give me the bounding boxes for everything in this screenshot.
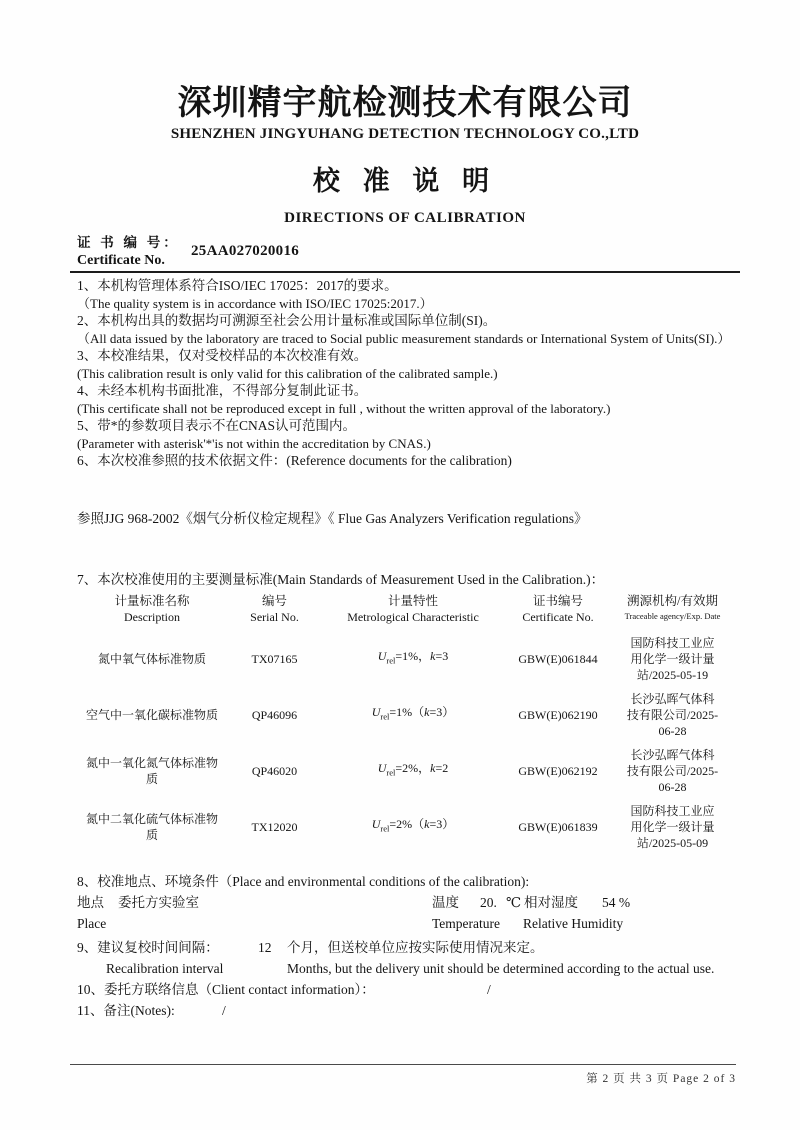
table-row	[77, 799, 733, 855]
coverage-factor-value: =2	[435, 761, 449, 776]
uncertainty-symbol: U	[377, 761, 387, 776]
metrological-cell	[322, 743, 504, 799]
note-5-cn: 5、带*的参数项目表示不在CNAS认可范围内。	[77, 418, 357, 434]
metrological-value	[377, 761, 449, 778]
column-header-description	[77, 593, 227, 631]
column-header-certificate-en: Certificate No.	[522, 609, 594, 624]
uncertainty-mid: =2%（	[389, 817, 425, 832]
note-5-en: (Parameter with asterisk'*'is not within the accreditation by CNAS.)	[77, 435, 431, 451]
table-row	[77, 631, 733, 687]
temperature-unit: ℃	[506, 894, 522, 910]
note-item	[77, 452, 733, 470]
document-title-cn: 校 准 说 明	[312, 166, 498, 197]
humidity-label-en: Relative Humidity	[523, 915, 624, 931]
temperature-label-cn: 温度	[432, 894, 459, 910]
note-item	[77, 277, 733, 312]
uncertainty-symbol: U	[377, 649, 387, 664]
certificate-number-row	[77, 234, 733, 269]
note-item	[77, 417, 733, 452]
recalibration-label-cn: 9、建议复校时间间隔：	[77, 939, 219, 955]
note-1-cn: 1、本机构管理体系符合ISO/IEC 17025：2017的要求。	[77, 278, 398, 294]
coverage-factor-value: =3	[435, 649, 449, 664]
column-header-certificate-cn: 证书编号	[532, 593, 583, 608]
note-item	[77, 312, 733, 347]
standard-name-cell	[77, 687, 227, 743]
certificate-number-label-cn: 证 书 编 号：	[77, 235, 180, 251]
standard-name-cell	[77, 743, 227, 799]
recalibration-row-en	[77, 958, 733, 979]
metrological-value	[377, 649, 449, 666]
serial-cell: TX07165	[251, 651, 298, 666]
client-contact-value: /	[487, 981, 491, 997]
remarks-row	[77, 1000, 733, 1021]
client-contact-row	[77, 979, 733, 1000]
standards-section-heading: 7、本次校准使用的主要测量标准(Main Standards of Measurement Used in the Calibration.)：	[77, 571, 605, 587]
coverage-factor-symbol: k	[430, 649, 436, 664]
header-divider-rule	[70, 271, 740, 273]
note-6-cn: 6、本次校准参照的技术依据文件：(Reference documents for the calibration)	[77, 453, 512, 469]
agency-value: 国防科技工业应用化学一级计量站/2025-05-09	[630, 803, 715, 850]
column-header-agency	[612, 593, 733, 631]
certificate-cell: GBW(E)062190	[518, 707, 598, 722]
column-header-characteristic-cn: 计量特性	[387, 593, 438, 608]
note-3-en: (This calibration result is only valid for this calibration of the calibrated sample.)	[77, 365, 498, 381]
coverage-factor-symbol: k	[430, 761, 436, 776]
temperature-label-en: Temperature	[432, 915, 501, 931]
certificate-number-label-en: Certificate No.	[77, 253, 165, 269]
uncertainty-mid: =1%，	[395, 649, 431, 664]
standard-name: 氮中氧气体标准物质	[97, 651, 206, 666]
standard-name: 氮中一氧化氮气体标准物质	[85, 755, 218, 786]
standard-name: 氮中二氧化硫气体标准物质	[85, 811, 218, 842]
certificate-number-labels	[77, 234, 189, 269]
company-name-en: SHENZHEN JINGYUHANG DETECTION TECHNOLOGY CO.,LTD	[170, 126, 640, 143]
humidity-label-cn: 相对湿度	[524, 894, 578, 910]
certificate-cell: GBW(E)062192	[518, 763, 598, 778]
metrological-value	[371, 705, 455, 722]
coverage-factor-symbol: k	[424, 817, 430, 832]
certificate-cell: GBW(E)061844	[518, 651, 598, 666]
table-row	[77, 743, 733, 799]
column-header-certificate	[504, 593, 612, 631]
agency-cell	[612, 631, 733, 687]
agency-cell	[612, 743, 733, 799]
column-header-description-cn: 计量标准名称	[114, 593, 190, 608]
column-header-serial	[227, 593, 322, 631]
recalibration-tail-cn: 个月，但送校单位应按实际使用情况来定。	[287, 939, 544, 955]
certificate-cell: GBW(E)061839	[518, 819, 598, 834]
certificate-number-value: 25AA027020016	[191, 243, 300, 260]
place-value: 委托方实验室	[118, 894, 199, 910]
standard-name-cell	[77, 631, 227, 687]
column-header-serial-en: Serial No.	[250, 609, 299, 624]
environment-labels-row	[77, 913, 733, 934]
agency-value: 长沙弘晖气体科技有限公司/2025-06-28	[626, 747, 719, 794]
temperature-value: 20.	[480, 894, 497, 910]
note-item	[77, 382, 733, 417]
measurement-standards-table	[77, 593, 733, 855]
metrological-cell	[322, 631, 504, 687]
coverage-factor-symbol: k	[424, 705, 430, 720]
place-group	[77, 892, 432, 913]
general-notes-list	[77, 277, 733, 470]
recalibration-row-cn	[77, 937, 733, 958]
column-header-agency-cn: 溯源机构/有效期	[627, 593, 718, 608]
agency-value: 长沙弘晖气体科技有限公司/2025-06-28	[626, 691, 719, 738]
recalibration-label-en: Recalibration interval	[106, 960, 224, 976]
uncertainty-subscript: rel	[380, 711, 390, 722]
environment-values-row	[77, 892, 733, 913]
table-header-row	[77, 593, 733, 631]
note-2-cn: 2、本机构出具的数据均可溯源至社会公用计量标准或国际单位制(SI)。	[77, 313, 497, 329]
column-header-characteristic	[322, 593, 504, 631]
column-header-agency-en: Traceable agency/Exp. Date	[624, 610, 721, 621]
uncertainty-subscript: rel	[386, 767, 396, 778]
uncertainty-symbol: U	[371, 705, 381, 720]
humidity-value: 54 %	[602, 894, 631, 910]
column-header-characteristic-en: Metrological Characteristic	[347, 609, 479, 624]
column-header-description-en: Description	[124, 609, 180, 624]
serial-cell: QP46020	[251, 763, 298, 778]
uncertainty-mid: =2%，	[395, 761, 431, 776]
recalibration-interval-value: 12	[258, 939, 272, 955]
place-label-en: Place	[77, 915, 107, 931]
serial-cell: QP46096	[251, 707, 298, 722]
coverage-factor-value: =3）	[429, 817, 455, 832]
remarks-value: /	[222, 1002, 226, 1018]
metrological-value	[371, 817, 455, 834]
metrological-cell	[322, 799, 504, 855]
client-contact-label: 10、委托方联络信息（Client contact information）：	[77, 981, 375, 997]
note-3-cn: 3、本校准结果，仅对受校样品的本次校准有效。	[77, 348, 368, 364]
page-number-text: 第 2 页 共 3 页 Page 2 of 3	[586, 1073, 736, 1085]
coverage-factor-value: =3）	[429, 705, 455, 720]
metrological-cell	[322, 687, 504, 743]
footer-divider-rule	[70, 1064, 736, 1065]
serial-cell: TX12020	[251, 819, 298, 834]
agency-value: 国防科技工业应用化学一级计量站/2025-05-19	[630, 635, 715, 682]
uncertainty-mid: =1%（	[389, 705, 425, 720]
uncertainty-subscript: rel	[386, 655, 396, 666]
note-item	[77, 347, 733, 382]
column-header-serial-cn: 编号	[261, 593, 287, 608]
recalibration-indent	[77, 958, 106, 979]
table-row	[77, 687, 733, 743]
agency-cell	[612, 799, 733, 855]
note-1-en: （The quality system is in accordance with ISO/IEC 17025:2017.）	[77, 295, 433, 311]
recalibration-tail-en: Months, but the delivery unit should be determined according to the actual use.	[287, 960, 715, 976]
agency-cell	[612, 687, 733, 743]
environment-section-heading: 8、校准地点、环境条件（Place and environmental conditions of the calibration):	[77, 873, 530, 889]
document-title-en: DIRECTIONS OF CALIBRATION	[284, 210, 526, 227]
uncertainty-subscript: rel	[380, 823, 390, 834]
company-name-cn: 深圳精宇航检测技术有限公司	[177, 85, 633, 122]
page-footer	[70, 1064, 736, 1086]
remarks-label: 11、备注(Notes):	[77, 1002, 175, 1018]
note-2-en: （All data issued by the laboratory are traced to Social public measurement standards or International System of Units(SI).）	[77, 330, 731, 346]
note-4-en: (This certificate shall not be reproduced except in full , without the written approval of the laboratory.)	[77, 400, 611, 416]
uncertainty-symbol: U	[371, 817, 381, 832]
standard-name: 空气中一氧化碳标准物质	[85, 707, 218, 722]
place-label-cn: 地点	[77, 894, 104, 910]
reference-document-line: 参照JJG 968-2002《烟气分析仪检定规程》《 Flue Gas Analyzers Verification regulations》	[77, 510, 588, 526]
note-4-cn: 4、未经本机构书面批准，不得部分复制此证书。	[77, 383, 368, 399]
standard-name-cell	[77, 799, 227, 855]
